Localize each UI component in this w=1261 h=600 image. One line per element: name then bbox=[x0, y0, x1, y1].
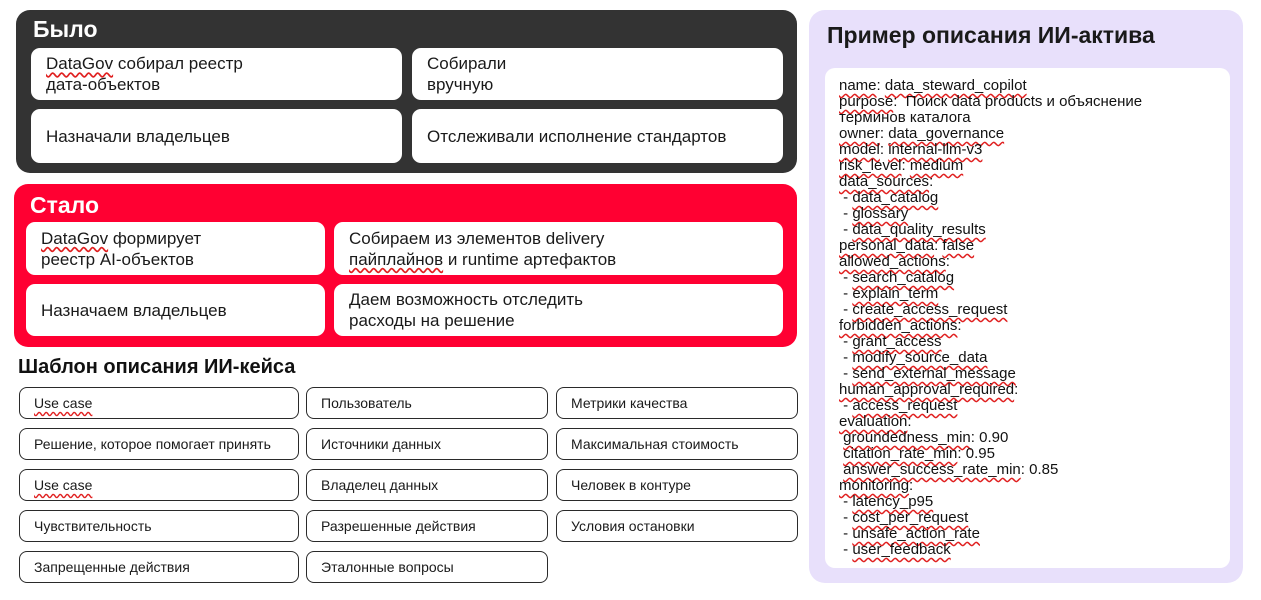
yaml-line: risk_level: medium bbox=[839, 157, 964, 174]
stalo-card-delivery bbox=[334, 222, 783, 275]
card-text: Назначаем владельцев bbox=[41, 300, 227, 320]
card-text: собирал реестр bbox=[113, 54, 243, 73]
card-text: Назначали владельцев bbox=[46, 126, 230, 146]
yaml-line: - access_request bbox=[839, 397, 958, 414]
yaml-key: owner bbox=[839, 125, 880, 142]
card-text: Собирали bbox=[427, 54, 507, 73]
asset-example-title: Пример описания ИИ-актива bbox=[827, 22, 1155, 48]
yaml-key: model bbox=[839, 141, 880, 158]
yaml-line: терминов каталога bbox=[839, 109, 971, 126]
pipelines-term: пайплайнов bbox=[349, 249, 444, 269]
stalo-card-costs bbox=[334, 284, 783, 336]
datagov-term: DataGov bbox=[41, 228, 109, 248]
yaml-line: allowed_actions: bbox=[839, 253, 950, 270]
card-text: дата-объектов bbox=[46, 75, 161, 94]
yaml-line: - data_quality_results bbox=[839, 221, 986, 238]
template-field-label: Запрещенные действия bbox=[34, 559, 190, 575]
template-field bbox=[556, 428, 798, 460]
bylo-card-manual bbox=[412, 48, 783, 100]
yaml-key: data_sources bbox=[839, 173, 930, 190]
yaml-line: human_approval_required: bbox=[839, 381, 1019, 398]
template-field-label: Разрешенные действия bbox=[321, 518, 476, 534]
yaml-value: 0.85 bbox=[1029, 461, 1059, 478]
yaml-line: groundedness_min: 0.90 bbox=[843, 429, 1009, 446]
card-text: формирует bbox=[108, 228, 202, 248]
template-field bbox=[556, 469, 798, 501]
yaml-value: 0.90 bbox=[979, 429, 1009, 446]
template-field-label: Человек в контуре bbox=[571, 477, 691, 493]
yaml-key: user_feedback bbox=[852, 541, 951, 558]
yaml-key: modify_source_data bbox=[852, 349, 988, 366]
yaml-line: - search_catalog bbox=[839, 269, 955, 286]
yaml-key: unsafe_action_rate bbox=[852, 525, 980, 542]
yaml-line: purpose: Поиск data products и объяснение bbox=[839, 93, 1143, 110]
template-field bbox=[306, 510, 548, 542]
template-field-label: Чувствительность bbox=[34, 518, 152, 534]
yaml-key: data_quality_results bbox=[852, 221, 986, 238]
template-field-label: Use case bbox=[34, 395, 93, 411]
yaml-key: explain_term bbox=[852, 285, 939, 302]
template-field-label: Источники данных bbox=[321, 436, 441, 452]
template-field bbox=[306, 469, 548, 501]
yaml-line: evaluation: bbox=[839, 413, 912, 430]
yaml-key: risk_level bbox=[839, 157, 902, 174]
stalo-card-owners bbox=[26, 284, 325, 336]
template-field-label: Решение, которое помогает принять bbox=[34, 436, 271, 452]
template-field bbox=[306, 551, 548, 583]
yaml-key: glossary bbox=[852, 205, 909, 222]
bylo-card-owners bbox=[31, 109, 402, 163]
template-field bbox=[306, 387, 548, 419]
yaml-key: cost_per_request bbox=[852, 509, 969, 526]
yaml-line: citation_rate_min: 0.95 bbox=[843, 445, 995, 462]
template-field-label: Пользователь bbox=[321, 395, 412, 411]
template-field bbox=[556, 387, 798, 419]
yaml-line: - create_access_request bbox=[839, 301, 1008, 318]
yaml-line: - explain_term bbox=[839, 285, 939, 302]
template-field-label: Владелец данных bbox=[321, 477, 439, 493]
yaml-line: model: internal-llm-v3 bbox=[839, 141, 983, 158]
template-field-label: Условия остановки bbox=[571, 518, 695, 534]
yaml-line: forbidden_actions: bbox=[839, 317, 962, 334]
yaml-line: - modify_source_data bbox=[839, 349, 988, 366]
template-field-label: Метрики качества bbox=[571, 395, 688, 411]
yaml-key: monitoring bbox=[839, 477, 910, 494]
yaml-line: - cost_per_request bbox=[839, 509, 969, 526]
yaml-key: human_approval_required bbox=[839, 381, 1015, 398]
template-field-label: Use case bbox=[34, 477, 93, 493]
yaml-key: search_catalog bbox=[852, 269, 955, 286]
template-field-label: Эталонные вопросы bbox=[321, 559, 454, 575]
template-field bbox=[19, 551, 299, 583]
card-text: и runtime артефактов bbox=[443, 249, 617, 269]
yaml-line: answer_success_rate_min: 0.85 bbox=[843, 461, 1059, 478]
bylo-title: Было bbox=[33, 16, 98, 42]
yaml-key: access_request bbox=[852, 397, 958, 414]
yaml-line: - user_feedback bbox=[839, 541, 951, 558]
template-field bbox=[19, 510, 299, 542]
yaml-line: monitoring: bbox=[839, 477, 914, 494]
card-text: реестр AI-объектов bbox=[41, 249, 194, 269]
asset-yaml-block bbox=[825, 68, 1230, 568]
template-title: Шаблон описания ИИ-кейса bbox=[18, 356, 296, 378]
asset-example-panel bbox=[809, 10, 1243, 583]
yaml-line: - grant_access bbox=[839, 333, 942, 350]
card-text: расходы на решение bbox=[349, 311, 515, 330]
yaml-key: name bbox=[839, 77, 877, 94]
template-field bbox=[556, 510, 798, 542]
yaml-value: data_governance bbox=[888, 125, 1005, 142]
template-field bbox=[306, 428, 548, 460]
stalo-panel bbox=[14, 184, 797, 347]
card-text: Отслеживали исполнение стандартов bbox=[427, 126, 727, 146]
yaml-line: - unsafe_action_rate bbox=[839, 525, 980, 542]
yaml-value: 0.95 bbox=[965, 445, 995, 462]
yaml-line: - send_external_message bbox=[839, 365, 1016, 382]
card-text: Собираем из элементов delivery bbox=[349, 228, 605, 248]
yaml-line: - glossary bbox=[839, 205, 909, 222]
yaml-key: personal_data bbox=[839, 237, 935, 254]
yaml-value: Поиск data products и объяснение bbox=[905, 93, 1143, 110]
template-field bbox=[19, 387, 299, 419]
yaml-key: answer_success_rate_min bbox=[843, 461, 1021, 478]
yaml-line: owner: data_governance bbox=[839, 125, 1005, 142]
yaml-value: false bbox=[942, 237, 975, 254]
yaml-line: personal_data: false bbox=[839, 237, 975, 254]
yaml-key: citation_rate_min bbox=[843, 445, 958, 462]
template-field-label: Максимальная стоимость bbox=[571, 436, 739, 452]
yaml-key: latency_p95 bbox=[852, 493, 934, 510]
template-field bbox=[19, 469, 299, 501]
datagov-term: DataGov bbox=[46, 54, 114, 73]
yaml-line: - data_catalog bbox=[839, 189, 939, 206]
yaml-key: grant_access bbox=[852, 333, 942, 350]
yaml-line: data_sources: bbox=[839, 173, 934, 190]
yaml-value: internal-llm-v3 bbox=[888, 141, 983, 158]
yaml-value: data_steward_copilot bbox=[884, 77, 1027, 94]
bylo-panel bbox=[16, 10, 797, 173]
template-field bbox=[19, 428, 299, 460]
yaml-key: send_external_message bbox=[852, 365, 1016, 382]
bylo-card-standards bbox=[412, 109, 783, 163]
stalo-card-registry bbox=[26, 222, 325, 275]
bylo-card-registry bbox=[31, 48, 402, 100]
yaml-key: groundedness_min bbox=[843, 429, 971, 446]
card-text: Даем возможность отследить bbox=[349, 290, 583, 309]
card-text: вручную bbox=[427, 75, 494, 94]
yaml-key: create_access_request bbox=[852, 301, 1008, 318]
yaml-line: - latency_p95 bbox=[839, 493, 934, 510]
yaml-key: forbidden_actions bbox=[839, 317, 958, 334]
yaml-line: name: data_steward_copilot bbox=[839, 77, 1027, 94]
stalo-title: Стало bbox=[30, 192, 100, 218]
yaml-value: medium bbox=[909, 157, 964, 174]
yaml-key: purpose bbox=[839, 93, 894, 110]
yaml-key: allowed_actions bbox=[839, 253, 946, 270]
yaml-key: data_catalog bbox=[852, 189, 939, 206]
yaml-key: evaluation bbox=[839, 413, 908, 430]
